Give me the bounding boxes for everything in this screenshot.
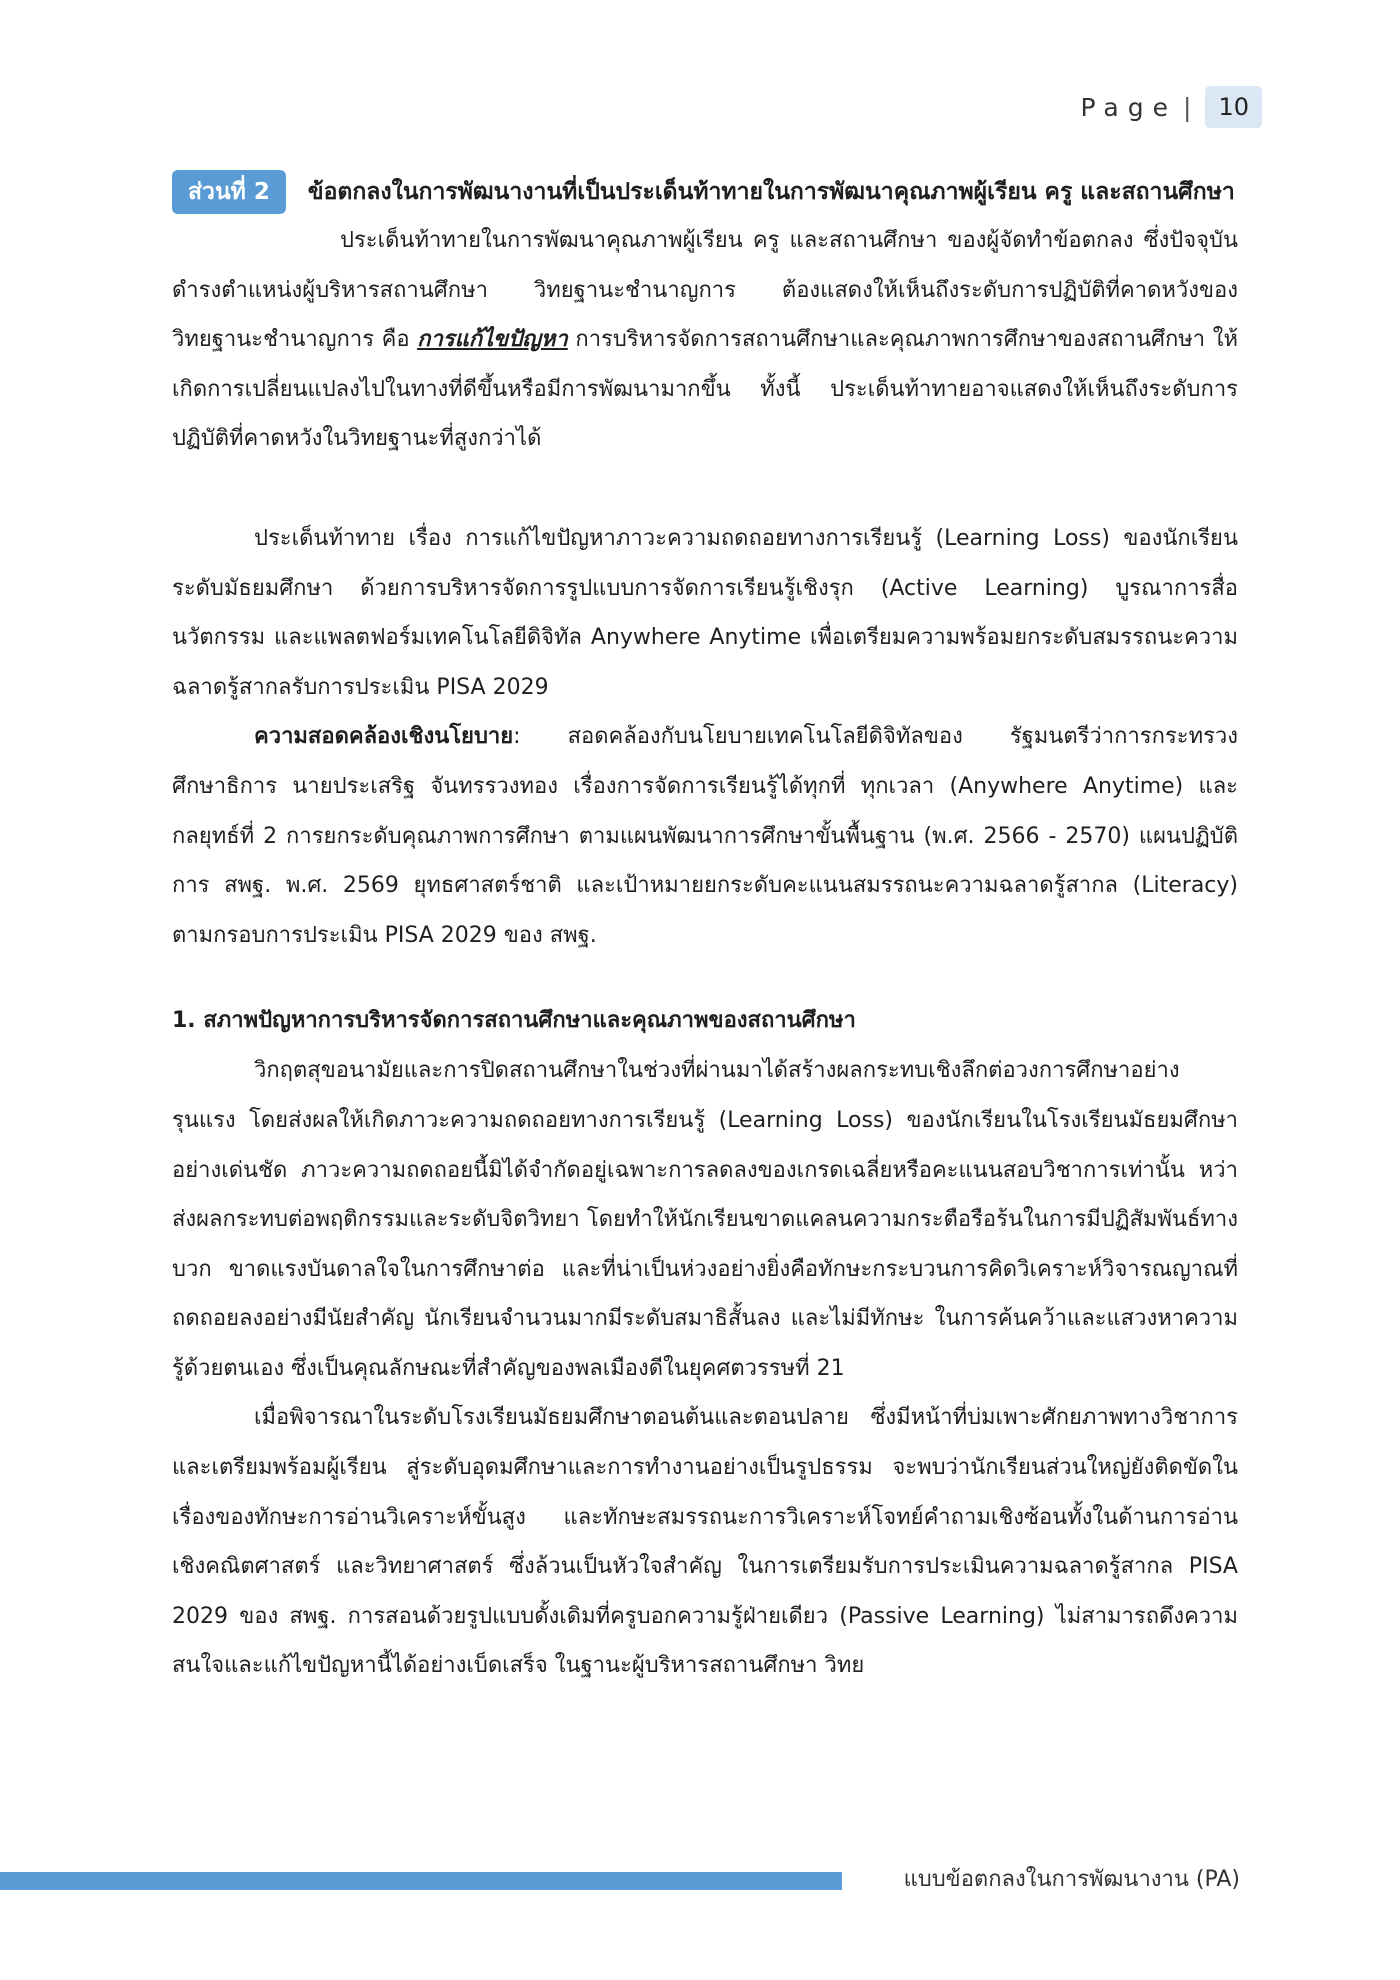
- document-body: [172, 168, 1238, 1691]
- policy-text: : สอดคล้องกับนโยบายเทคโนโลยีดิจิทัลของ รัฐมนตรีว่าการกระทรวงศึกษาธิการ นายประเสริฐ จันทรรวงทอง เรื่องการจัดการเรียนรู้ได้ทุกที่ ทุกเวลา (Anywhere Anytime) และกลยุทธ์ที่ 2 การยกระดับคุณภาพการศึกษา ตามแผนพัฒนาการศึกษาขั้นพื้นฐาน (พ.ศ. 2566 - 2570) แผนปฏิบัติการ สพฐ. พ.ศ. 2569 ยุทธศาสตร์ชาติ และเป้าหมายยกระดับคะแนนสมรรถนะความฉลาดรู้สากล (Literacy) ตามกรอบการประเมิน PISA 2029 ของ สพฐ.: [172, 724, 1238, 948]
- policy-lead: ความสอดคล้องเชิงนโยบาย: [254, 724, 514, 750]
- intro-text-1: ประเด็นท้าทายในการพัฒนาคุณภาพผู้เรียน ครู และสถานศึกษา ของผู้จัดทำข้อตกลง ซึ่งปัจจุบันดำรงตำแหน่งผู้บริหารสถานศึกษา วิทยฐานะชำนาญการ ต้องแสดงให้เห็นถึงระดับการปฏิบัติที่คาดหวังของวิทยฐานะชำนาญการ คือ: [172, 228, 1238, 353]
- page-separator: |: [1183, 92, 1192, 122]
- page-header: [1080, 86, 1262, 128]
- spacer: [172, 464, 1238, 514]
- challenge-paragraph: ประเด็นท้าทาย เรื่อง การแก้ไขปัญหาภาวะความถดถอยทางการเรียนรู้ (Learning Loss) ของนักเรียนระดับมัธยมศึกษา ด้วยการบริหารจัดการรูปแบบการจัดการเรียนรู้เชิงรุก (Active Learning) บูรณาการสื่อนวัตกรรม และแพลตฟอร์มเทคโนโลยีดิจิทัล Anywhere Anytime เพื่อเตรียมความพร้อมยกระดับสมรรถนะความฉลาดรู้สากลรับการประเมิน PISA 2029: [172, 525, 1238, 700]
- section-title: ข้อตกลงในการพัฒนางานที่เป็นประเด็นท้าทายในการพัฒนาคุณภาพผู้เรียน ครู และสถานศึกษา: [307, 179, 1235, 205]
- problem-paragraph-1: วิกฤตสุขอนามัยและการปิดสถานศึกษาในช่วงที่ผ่านมาได้สร้างผลกระทบเชิงลึกต่อวงการศึกษาอย่างรุนแรง โดยส่งผลให้เกิดภาวะความถดถอยทางการเรียนรู้ (Learning Loss) ของนักเรียนในโรงเรียนมัธยมศึกษาอย่างเด่นชัด ภาวะความถดถอยนี้มิได้จำกัดอยู่เฉพาะการลดลงของเกรดเฉลี่ยหรือคะแนนสอบวิชาการเท่านั้น หว่าส่งผลกระทบต่อพฤติกรรมและระดับจิตวิทยา โดยทำให้นักเรียนขาดแคลนความกระตือรือร้นในการมีปฏิสัมพันธ์ทางบวก ขาดแรงบันดาลใจในการศึกษาต่อ และที่น่าเป็นห่วงอย่างยิ่งคือทักษะกระบวนการคิดวิเคราะห์วิจารณญาณที่ถดถอยลงอย่างมีนัยสำคัญ นักเรียนจำนวนมากมีระดับสมาธิสั้นลง และไม่มีทักษะ ในการค้นคว้าและแสวงหาความรู้ด้วยตนเอง ซึ่งเป็นคุณลักษณะที่สำคัญของพลเมืองดีในยุคศตวรรษที่ 21: [172, 1058, 1238, 1381]
- spacer: [172, 960, 1238, 996]
- problem-paragraph-2: เมื่อพิจารณาในระดับโรงเรียนมัธยมศึกษาตอนต้นและตอนปลาย ซึ่งมีหน้าที่บ่มเพาะศักยภาพทางวิชาการและเตรียมพร้อมผู้เรียน สู่ระดับอุดมศึกษาและการทำงานอย่างเป็นรูปธรรม จะพบว่านักเรียนส่วนใหญ่ยังติดขัดในเรื่องของทักษะการอ่านวิเคราะห์ขั้นสูง และทักษะสมรรถนะการวิเคราะห์โจทย์คำถามเชิงซ้อนทั้งในด้านการอ่านเชิงคณิตศาสตร์ และวิทยาศาสตร์ ซึ่งล้วนเป็นหัวใจสำคัญ ในการเตรียมรับการประเมินความฉลาดรู้สากล PISA 2029 ของ สพฐ. การสอนด้วยรูปแบบดั้งเดิมที่ครูบอกความรู้ฝ่ายเดียว (Passive Learning) ไม่สามารถดึงความสนใจและแก้ไขปัญหานี้ได้อย่างเบ็ดเสร็จ ในฐานะผู้บริหารสถานศึกษา วิทย: [172, 1405, 1238, 1679]
- section-badge: ส่วนที่ 2: [172, 170, 286, 214]
- intro-emphasis: การแก้ไขปัญหา: [417, 327, 568, 353]
- section-heading: [172, 168, 1238, 216]
- intro-paragraph: [172, 216, 1238, 464]
- footer-title: แบบข้อตกลงในการพัฒนางาน (PA): [903, 1867, 1240, 1892]
- footer-accent-bar: [0, 1872, 842, 1890]
- page-label: Page: [1080, 92, 1178, 122]
- intro-text-2: การบริหารจัดการสถานศึกษาและคุณภาพการศึกษาของสถานศึกษา ให้เกิดการเปลี่ยนแปลงไปในทางที่ดีขึ้นหรือมีการพัฒนามากขึ้น ทั้งนี้ ประเด็นท้าทายอาจแสดงให้เห็นถึงระดับการปฏิบัติที่คาดหวังในวิทยฐานะที่สูงกว่าได้: [172, 327, 1238, 452]
- page-number: 10: [1205, 86, 1262, 128]
- policy-paragraph: [172, 712, 1238, 960]
- problem-heading: 1. สภาพปัญหาการบริหารจัดการสถานศึกษาและคุณภาพของสถานศึกษา: [172, 1008, 856, 1034]
